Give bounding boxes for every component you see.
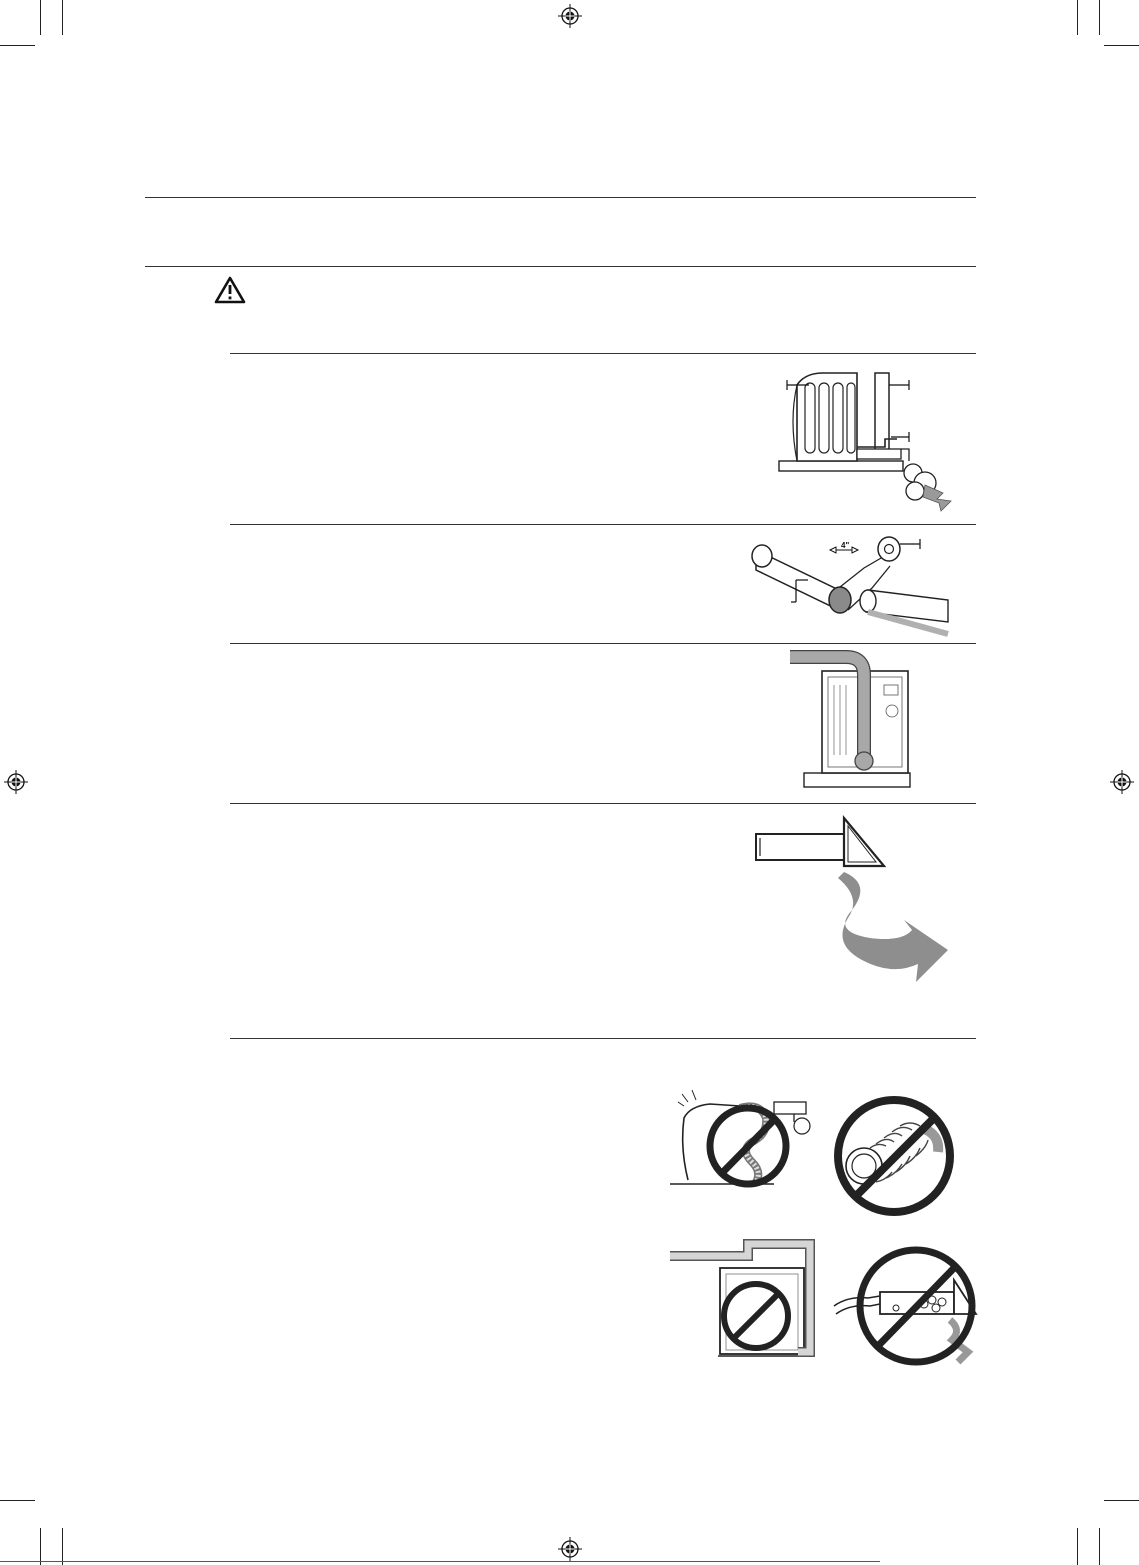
section-top-rule (145, 197, 976, 198)
step-rule-2 (230, 524, 976, 525)
dryer-duct-connection-diagram (775, 365, 965, 515)
prohibited-kinked-duct-diagram (670, 1088, 820, 1188)
duct-tape-width-label: 4" (841, 541, 850, 550)
prohibited-clogged-duct-diagram (832, 1240, 982, 1370)
duct-tape-joint-diagram (748, 532, 953, 640)
prohibited-top-duct-diagram (668, 1240, 818, 1364)
registration-mark-icon (558, 4, 582, 28)
registration-mark-icon (558, 1537, 582, 1561)
registration-mark-icon (4, 770, 28, 794)
warning-triangle-icon (214, 276, 246, 304)
step-rule-1 (230, 353, 976, 354)
step-rule-4 (230, 803, 976, 804)
step-rule-5 (230, 1038, 976, 1039)
section-header-rule (145, 266, 976, 267)
prohibited-flexible-duct-diagram (830, 1094, 958, 1218)
step-rule-3 (230, 643, 976, 644)
registration-mark-icon (1110, 770, 1134, 794)
exhaust-hood-airflow-diagram (752, 814, 952, 986)
duct-routing-rear-diagram (788, 655, 918, 790)
